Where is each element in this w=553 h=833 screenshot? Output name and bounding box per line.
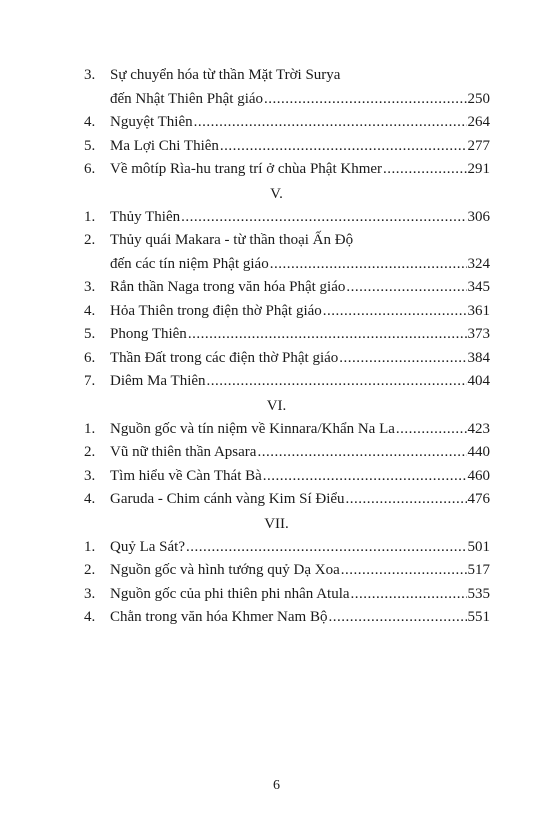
entry-line <box>110 276 490 300</box>
entry-title: Quỷ La Sát? <box>110 538 185 555</box>
toc-entry[interactable] <box>84 418 490 442</box>
entry-line <box>110 488 490 512</box>
entry-page-number: 404 <box>467 373 490 389</box>
entry-page-number: 423 <box>467 420 490 437</box>
entry-line <box>110 206 490 230</box>
entry-title: Thủy quái Makara - từ thần thoại Ấn Độ <box>110 232 354 248</box>
entry-line <box>110 88 490 112</box>
entry-title: đến Nhật Thiên Phật giáo <box>110 90 264 107</box>
entry-number: 4. <box>84 609 96 625</box>
dot-leader <box>220 135 467 159</box>
entry-line <box>110 606 490 630</box>
entry-page-number: 517 <box>467 562 490 578</box>
table-of-contents <box>84 64 490 630</box>
entry-page-number: 440 <box>467 444 490 460</box>
entry-number: 4. <box>84 302 96 319</box>
entry-line <box>110 347 490 371</box>
entry-page-number: 535 <box>467 585 490 602</box>
entry-body <box>110 229 490 276</box>
entry-title: Hỏa Thiên trong điện thờ Phật giáo <box>110 302 322 319</box>
entry-line <box>110 583 490 607</box>
entry-number: 2. <box>84 232 96 248</box>
entry-page-number: 324 <box>467 255 490 272</box>
dot-leader <box>346 488 467 512</box>
entry-body <box>110 536 490 560</box>
page-number: 6 <box>273 778 280 793</box>
dot-leader <box>186 536 467 560</box>
dot-leader <box>323 300 467 324</box>
entry-body <box>110 111 490 135</box>
entry-body <box>110 64 490 111</box>
entry-page-number: 361 <box>467 302 490 319</box>
toc-entry[interactable] <box>84 158 490 182</box>
entry-body <box>110 370 490 394</box>
toc-entry[interactable] <box>84 465 490 489</box>
toc-entry[interactable] <box>84 135 490 159</box>
entry-line <box>110 370 490 394</box>
entry-number: 2. <box>84 562 96 578</box>
entry-line <box>110 111 490 135</box>
entry-number: 2. <box>84 444 96 460</box>
toc-entry[interactable] <box>84 347 490 371</box>
entry-number: 3. <box>84 279 96 295</box>
entry-line <box>110 253 490 277</box>
dot-leader <box>264 88 466 112</box>
entry-number: 3. <box>84 585 96 602</box>
entry-line <box>110 229 490 253</box>
entry-line <box>110 465 490 489</box>
entry-body <box>110 206 490 230</box>
entry-title: Phong Thiên <box>110 326 187 342</box>
dot-leader <box>383 158 466 182</box>
toc-entry[interactable] <box>84 111 490 135</box>
entry-page-number: 250 <box>467 90 490 107</box>
entry-body <box>110 276 490 300</box>
entry-line <box>110 441 490 465</box>
entry-number: 1. <box>84 420 96 437</box>
entry-title: Rắn thần Naga trong văn hóa Phật giáo <box>110 279 346 295</box>
entry-title: Sự chuyển hóa từ thần Mặt Trời Surya <box>110 67 341 83</box>
dot-leader <box>194 111 467 135</box>
entry-title: Tìm hiểu về Càn Thát Bà <box>110 467 262 484</box>
toc-entry[interactable] <box>84 583 490 607</box>
entry-page-number: 373 <box>467 326 490 342</box>
dot-leader <box>263 465 467 489</box>
entry-title: đến các tín niệm Phật giáo <box>110 255 269 272</box>
entry-body <box>110 300 490 324</box>
dot-leader <box>339 347 466 371</box>
entry-line <box>110 418 490 442</box>
entry-line <box>110 135 490 159</box>
dot-leader <box>328 606 466 630</box>
section-heading: V. <box>270 185 283 202</box>
toc-entry[interactable] <box>84 229 490 276</box>
dot-leader <box>181 206 466 230</box>
dot-leader <box>346 276 466 300</box>
toc-entry[interactable] <box>84 488 490 512</box>
entry-title: Nguyệt Thiên <box>110 114 193 130</box>
entry-title: Nguồn gốc và tín niệm về Kinnara/Khẩn Na La <box>110 420 395 437</box>
entry-title: Về môtíp Rìa-hu trang trí ở chùa Phật Khmer <box>110 161 383 177</box>
entry-body <box>110 441 490 465</box>
section-heading: VI. <box>266 397 287 414</box>
entry-body <box>110 488 490 512</box>
entry-number: 7. <box>84 373 96 389</box>
toc-entry[interactable] <box>84 323 490 347</box>
toc-entry[interactable] <box>84 300 490 324</box>
entry-page-number: 476 <box>467 491 490 507</box>
entry-body <box>110 347 490 371</box>
dot-leader <box>270 253 467 277</box>
dot-leader <box>351 583 467 607</box>
entry-number: 1. <box>84 208 96 225</box>
dot-leader <box>257 441 466 465</box>
toc-entry[interactable] <box>84 536 490 560</box>
entry-body <box>110 583 490 607</box>
entry-number: 4. <box>84 114 96 130</box>
entry-title: Thủy Thiên <box>110 208 181 225</box>
entry-title: Chằn trong văn hóa Khmer Nam Bộ <box>110 609 328 625</box>
entry-line <box>110 559 490 583</box>
entry-line <box>110 536 490 560</box>
entry-page-number: 551 <box>467 609 490 625</box>
entry-title: Garuda - Chim cánh vàng Kim Sí Điểu <box>110 491 345 507</box>
entry-number: 5. <box>84 326 96 342</box>
entry-number: 4. <box>84 491 96 507</box>
entry-title: Diêm Ma Thiên <box>110 373 206 389</box>
dot-leader <box>207 370 467 394</box>
toc-entry[interactable] <box>84 64 490 111</box>
toc-entry[interactable] <box>84 441 490 465</box>
entry-page-number: 291 <box>467 161 490 177</box>
entry-title: Nguồn gốc của phi thiên phi nhân Atula <box>110 585 350 602</box>
entry-body <box>110 465 490 489</box>
entry-page-number: 277 <box>467 137 490 154</box>
toc-entry[interactable] <box>84 606 490 630</box>
entry-number: 3. <box>84 467 96 484</box>
entry-page-number: 460 <box>467 467 490 484</box>
entry-page-number: 384 <box>467 349 490 366</box>
entry-page-number: 501 <box>467 538 490 555</box>
entry-line <box>110 323 490 347</box>
toc-entry[interactable] <box>84 370 490 394</box>
entry-page-number: 345 <box>467 279 490 295</box>
entry-body <box>110 559 490 583</box>
toc-entry[interactable] <box>84 276 490 300</box>
section-heading: VII. <box>264 515 289 532</box>
entry-page-number: 264 <box>467 114 490 130</box>
entry-line <box>110 158 490 182</box>
dot-leader <box>188 323 467 347</box>
entry-line <box>110 300 490 324</box>
entry-number: 6. <box>84 349 96 366</box>
entry-title: Vũ nữ thiên thần Apsara <box>110 444 257 460</box>
entry-body <box>110 323 490 347</box>
entry-body <box>110 135 490 159</box>
entry-number: 1. <box>84 538 96 555</box>
entry-body <box>110 418 490 442</box>
entry-title: Thần Đất trong các điện thờ Phật giáo <box>110 349 339 366</box>
entry-body <box>110 158 490 182</box>
entry-line <box>110 64 490 88</box>
entry-body <box>110 606 490 630</box>
toc-entry[interactable] <box>84 559 490 583</box>
toc-entry[interactable] <box>84 206 490 230</box>
entry-number: 5. <box>84 137 96 154</box>
dot-leader <box>341 559 467 583</box>
entry-title: Ma Lợi Chi Thiên <box>110 137 219 154</box>
entry-title: Nguồn gốc và hình tướng quỷ Dạ Xoa <box>110 562 340 578</box>
entry-number: 3. <box>84 67 96 83</box>
dot-leader <box>396 418 467 442</box>
entry-number: 6. <box>84 161 96 177</box>
entry-page-number: 306 <box>467 208 490 225</box>
